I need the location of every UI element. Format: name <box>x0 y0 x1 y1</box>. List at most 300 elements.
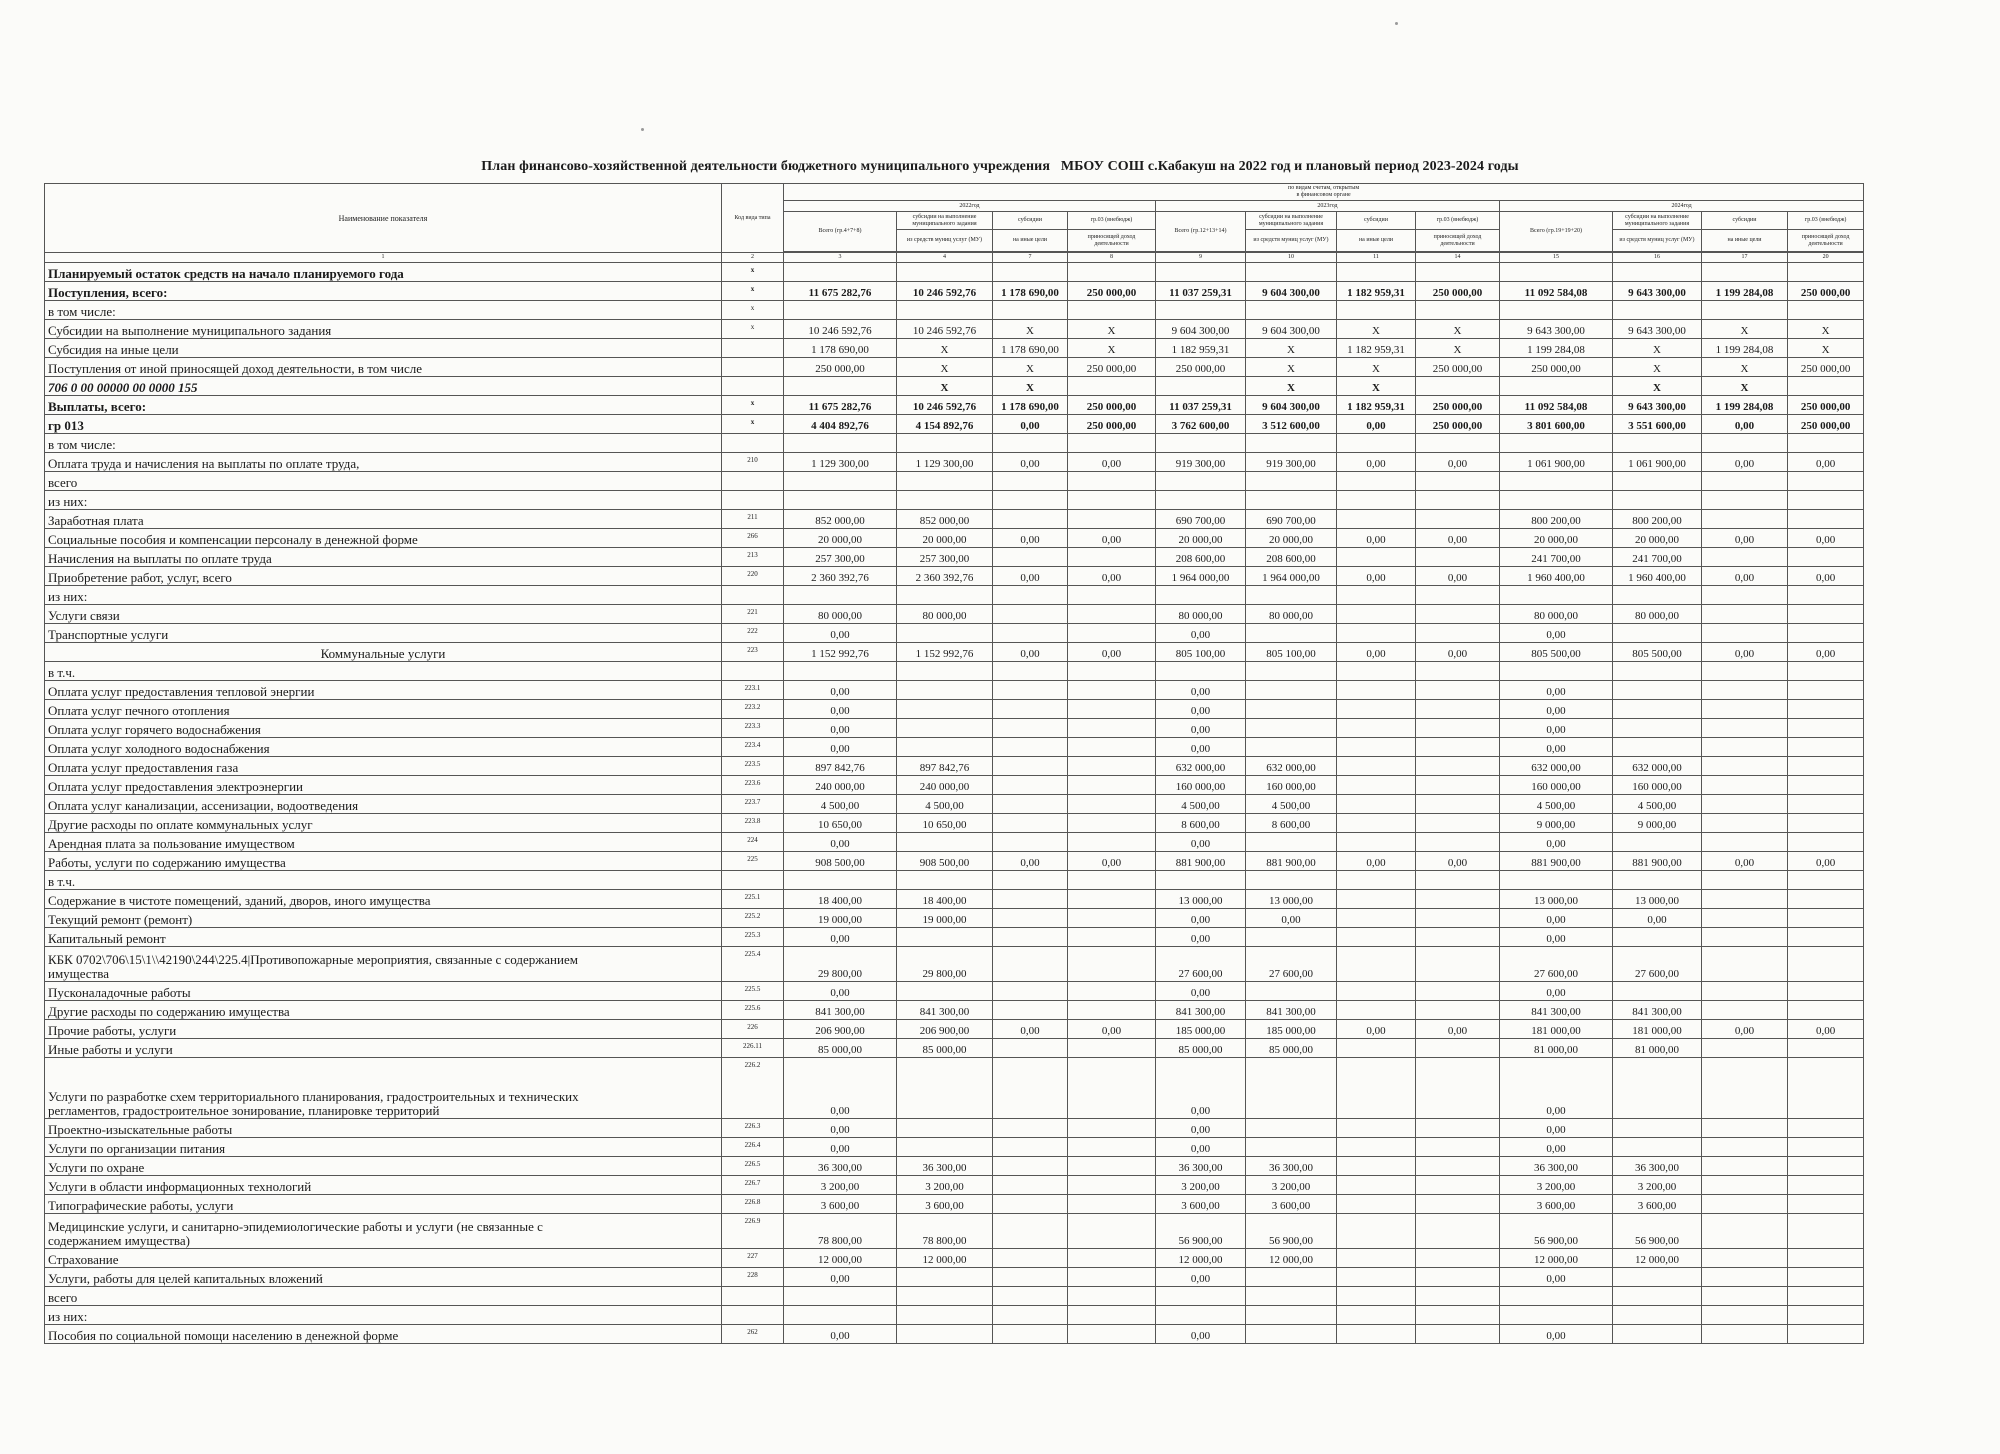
row-value <box>1246 434 1337 453</box>
row-name: Текущий ремонт (ремонт) <box>45 909 722 928</box>
row-value: 8 600,00 <box>1156 814 1246 833</box>
row-value <box>993 738 1068 757</box>
row-value <box>1702 928 1788 947</box>
row-value: 897 842,76 <box>897 757 993 776</box>
row-name: гр 013 <box>45 415 722 434</box>
row-value: 0,00 <box>993 1020 1068 1039</box>
row-value <box>1416 909 1500 928</box>
header-income-2022: приносящей доход деятельности <box>1068 230 1156 252</box>
col-number: 4 <box>897 253 993 263</box>
row-code: 228 <box>722 1268 784 1287</box>
header-code: Код вида типа <box>722 184 784 253</box>
row-value: 1 199 284,08 <box>1702 282 1788 301</box>
row-value <box>1416 1214 1500 1249</box>
row-value: 10 246 592,76 <box>897 282 993 301</box>
row-value <box>1416 586 1500 605</box>
row-name: Прочие работы, услуги <box>45 1020 722 1039</box>
row-value: 11 092 584,08 <box>1500 396 1613 415</box>
row-value <box>1613 982 1702 1001</box>
row-value: 881 900,00 <box>1246 852 1337 871</box>
header-total-2022: Всего (гр.4+7+8) <box>784 212 897 252</box>
row-value <box>1337 871 1416 890</box>
row-value: 0,00 <box>993 415 1068 434</box>
row-value <box>1068 510 1156 529</box>
row-value: 3 200,00 <box>1156 1176 1246 1195</box>
row-value: 29 800,00 <box>897 947 993 982</box>
row-code: 227 <box>722 1249 784 1268</box>
table-row <box>45 263 1864 282</box>
row-value: 0,00 <box>1500 1325 1613 1344</box>
row-value <box>993 1214 1068 1249</box>
row-code <box>722 491 784 510</box>
row-value <box>1068 1249 1156 1268</box>
row-code: 225.4 <box>722 947 784 982</box>
col-number: 14 <box>1416 253 1500 263</box>
header-total-2023: Всего (гр.12+13+14) <box>1156 212 1246 252</box>
row-value <box>1613 586 1702 605</box>
row-name: Типографические работы, услуги <box>45 1195 722 1214</box>
row-value <box>993 1058 1068 1119</box>
row-value: 80 000,00 <box>1246 605 1337 624</box>
row-value: 20 000,00 <box>1156 529 1246 548</box>
row-value: 27 600,00 <box>1613 947 1702 982</box>
row-value: 0,00 <box>1702 643 1788 662</box>
row-value <box>1246 1119 1337 1138</box>
row-value: X <box>1337 377 1416 396</box>
row-value <box>784 1287 897 1306</box>
row-value <box>1246 700 1337 719</box>
row-value <box>993 833 1068 852</box>
table-row <box>45 434 1864 453</box>
row-value <box>1068 947 1156 982</box>
row-code: 226.3 <box>722 1119 784 1138</box>
row-value: 1 182 959,31 <box>1156 339 1246 358</box>
row-value <box>1788 928 1864 947</box>
row-value <box>993 871 1068 890</box>
row-value <box>1788 776 1864 795</box>
row-name: Другие расходы по оплате коммунальных услуг <box>45 814 722 833</box>
row-value: 250 000,00 <box>1068 358 1156 377</box>
row-value <box>1702 1138 1788 1157</box>
row-value: 908 500,00 <box>784 852 897 871</box>
row-value <box>1613 719 1702 738</box>
row-value: 0,00 <box>784 700 897 719</box>
row-value <box>1788 947 1864 982</box>
row-value <box>1500 491 1613 510</box>
row-value <box>1788 1039 1864 1058</box>
row-value <box>993 1249 1068 1268</box>
row-value <box>1702 1214 1788 1249</box>
row-value <box>1337 1001 1416 1020</box>
row-value <box>1337 491 1416 510</box>
row-value <box>1702 1195 1788 1214</box>
row-code: 226.7 <box>722 1176 784 1195</box>
row-value: 0,00 <box>784 1325 897 1344</box>
row-value <box>1788 548 1864 567</box>
row-value: 9 643 300,00 <box>1500 320 1613 339</box>
row-value: 11 037 259,31 <box>1156 282 1246 301</box>
row-value <box>1500 871 1613 890</box>
row-value: 13 000,00 <box>1613 890 1702 909</box>
row-value: 78 800,00 <box>784 1214 897 1249</box>
row-value <box>1500 263 1613 282</box>
row-value <box>1788 586 1864 605</box>
row-name: всего <box>45 1287 722 1306</box>
row-value: 0,00 <box>1788 567 1864 586</box>
row-value <box>897 700 993 719</box>
col-number: 7 <box>993 253 1068 263</box>
row-value <box>993 263 1068 282</box>
row-value <box>897 928 993 947</box>
row-value <box>1068 1138 1156 1157</box>
row-value <box>1702 909 1788 928</box>
row-value: 0,00 <box>1500 1119 1613 1138</box>
row-value: 241 700,00 <box>1500 548 1613 567</box>
row-value: 0,00 <box>1500 1138 1613 1157</box>
row-value <box>1416 1268 1500 1287</box>
table-row <box>45 982 1864 1001</box>
row-value <box>1702 1268 1788 1287</box>
row-code: 223.6 <box>722 776 784 795</box>
row-code: 223.3 <box>722 719 784 738</box>
row-value: 8 600,00 <box>1246 814 1337 833</box>
row-value: X <box>1613 377 1702 396</box>
row-value <box>1337 605 1416 624</box>
table-row <box>45 624 1864 643</box>
row-name: Оплата труда и начисления на выплаты по оплате труда, <box>45 453 722 472</box>
row-value: 250 000,00 <box>1788 358 1864 377</box>
row-value: 3 200,00 <box>1500 1176 1613 1195</box>
row-value <box>1702 738 1788 757</box>
row-value <box>1068 1325 1156 1344</box>
row-value <box>1702 814 1788 833</box>
row-value: 12 000,00 <box>1613 1249 1702 1268</box>
row-value: 12 000,00 <box>1156 1249 1246 1268</box>
row-value <box>1613 1119 1702 1138</box>
row-value: 0,00 <box>1702 567 1788 586</box>
row-value: X <box>1702 377 1788 396</box>
row-value <box>1416 719 1500 738</box>
row-value <box>1788 871 1864 890</box>
row-value: X <box>897 358 993 377</box>
table-row <box>45 605 1864 624</box>
row-value <box>897 871 993 890</box>
row-value: 257 300,00 <box>897 548 993 567</box>
row-value <box>993 491 1068 510</box>
row-value <box>1788 491 1864 510</box>
row-value <box>993 890 1068 909</box>
row-name: Оплата услуг предоставления электроэнергии <box>45 776 722 795</box>
row-value <box>993 681 1068 700</box>
row-value: 4 404 892,76 <box>784 415 897 434</box>
col-number: 9 <box>1156 253 1246 263</box>
row-value <box>897 833 993 852</box>
row-value: 56 900,00 <box>1246 1214 1337 1249</box>
row-value <box>1702 757 1788 776</box>
row-code: 223.5 <box>722 757 784 776</box>
row-value <box>1068 1268 1156 1287</box>
row-value: 250 000,00 <box>784 358 897 377</box>
row-code: 223 <box>722 643 784 662</box>
row-value <box>1416 890 1500 909</box>
row-value: 10 650,00 <box>784 814 897 833</box>
row-value <box>784 434 897 453</box>
table-row <box>45 757 1864 776</box>
row-value <box>1788 377 1864 396</box>
row-value: 841 300,00 <box>897 1001 993 1020</box>
row-value <box>1068 662 1156 681</box>
row-code: 221 <box>722 605 784 624</box>
row-value <box>897 982 993 1001</box>
header-goal-2022: на иные цели <box>993 230 1068 252</box>
row-value <box>1788 1268 1864 1287</box>
col-number: 1 <box>45 253 722 263</box>
row-value: 3 600,00 <box>1246 1195 1337 1214</box>
row-value: 1 178 690,00 <box>993 339 1068 358</box>
row-value <box>1337 263 1416 282</box>
row-value <box>1246 1287 1337 1306</box>
row-value <box>993 662 1068 681</box>
row-name: в том числе: <box>45 434 722 453</box>
row-value: 1 178 690,00 <box>784 339 897 358</box>
row-value: 3 512 600,00 <box>1246 415 1337 434</box>
row-value: 0,00 <box>1416 852 1500 871</box>
row-value: 250 000,00 <box>1068 396 1156 415</box>
row-value: 13 000,00 <box>1246 890 1337 909</box>
row-value <box>993 1039 1068 1058</box>
table-row <box>45 1249 1864 1268</box>
row-value <box>1613 1325 1702 1344</box>
row-value <box>1788 1214 1864 1249</box>
row-value: 0,00 <box>993 529 1068 548</box>
row-value <box>1246 738 1337 757</box>
table-row <box>45 795 1864 814</box>
row-value: 0,00 <box>1156 1058 1246 1119</box>
row-value <box>1416 1119 1500 1138</box>
row-value <box>1613 301 1702 320</box>
row-value <box>784 1306 897 1325</box>
row-value: 0,00 <box>1068 852 1156 871</box>
row-value: 841 300,00 <box>1613 1001 1702 1020</box>
row-name: Планируемый остаток средств на начало планируемого года <box>45 263 722 282</box>
row-value: 0,00 <box>784 1138 897 1157</box>
row-value: 240 000,00 <box>784 776 897 795</box>
row-value: X <box>1702 320 1788 339</box>
row-value: X <box>993 320 1068 339</box>
header-year-2024: 2024год <box>1500 201 1864 212</box>
row-value: 250 000,00 <box>1416 415 1500 434</box>
row-value <box>1416 833 1500 852</box>
row-name: Содержание в чистоте помещений, зданий, дворов, иного имущества <box>45 890 722 909</box>
row-value <box>1246 472 1337 491</box>
row-value <box>1337 833 1416 852</box>
row-value: 11 675 282,76 <box>784 396 897 415</box>
row-value <box>1246 1058 1337 1119</box>
row-value <box>993 814 1068 833</box>
row-value: 181 000,00 <box>1613 1020 1702 1039</box>
row-value: 56 900,00 <box>1500 1214 1613 1249</box>
row-value <box>1068 1039 1156 1058</box>
row-value: 250 000,00 <box>1156 358 1246 377</box>
row-name: КБК 0702\706\15\1\\42190\244\225.4|Противопожарные мероприятия, связанные с содержанием имущества <box>45 947 722 982</box>
row-value <box>1416 1325 1500 1344</box>
row-value: 0,00 <box>784 738 897 757</box>
col-number: 3 <box>784 253 897 263</box>
row-value <box>784 377 897 396</box>
row-value <box>1702 1039 1788 1058</box>
row-value <box>1702 776 1788 795</box>
row-value: 2 360 392,76 <box>897 567 993 586</box>
row-code: 226.2 <box>722 1058 784 1119</box>
header-mu-2024: из средств муниц услуг (МУ) <box>1613 230 1702 252</box>
header-group-top: по видам счетам, открытым в финансовом органе <box>784 184 1864 201</box>
row-value <box>1337 719 1416 738</box>
row-value: 881 900,00 <box>1156 852 1246 871</box>
header-mu-2022: из средств муниц услуг (МУ) <box>897 230 993 252</box>
row-value <box>1246 662 1337 681</box>
row-value <box>1702 491 1788 510</box>
row-value <box>1337 1287 1416 1306</box>
row-value: 10 246 592,76 <box>784 320 897 339</box>
row-value: 13 000,00 <box>1500 890 1613 909</box>
row-value <box>1788 605 1864 624</box>
row-value <box>1337 890 1416 909</box>
row-value: 13 000,00 <box>1156 890 1246 909</box>
row-value: 36 300,00 <box>1500 1157 1613 1176</box>
row-value: 4 500,00 <box>1246 795 1337 814</box>
row-code <box>722 1287 784 1306</box>
row-name: Иные работы и услуги <box>45 1039 722 1058</box>
row-value: 0,00 <box>1068 567 1156 586</box>
row-value <box>1702 662 1788 681</box>
row-name: Коммунальные услуги <box>45 643 722 662</box>
row-code <box>722 358 784 377</box>
row-value: 0,00 <box>1337 453 1416 472</box>
row-value <box>1788 700 1864 719</box>
row-name: Пусконаладочные работы <box>45 982 722 1001</box>
row-value: 4 500,00 <box>1156 795 1246 814</box>
row-value: 19 000,00 <box>784 909 897 928</box>
row-value: 805 100,00 <box>1246 643 1337 662</box>
row-value <box>1246 1325 1337 1344</box>
row-value: 0,00 <box>1500 833 1613 852</box>
row-value <box>993 434 1068 453</box>
row-value <box>1788 624 1864 643</box>
row-name: Приобретение работ, услуг, всего <box>45 567 722 586</box>
row-code: 226.11 <box>722 1039 784 1058</box>
row-value: 1 199 284,08 <box>1702 339 1788 358</box>
row-value <box>1416 681 1500 700</box>
row-code: 226.9 <box>722 1214 784 1249</box>
row-value: 18 400,00 <box>784 890 897 909</box>
row-value <box>1702 586 1788 605</box>
row-value <box>897 719 993 738</box>
row-value: 20 000,00 <box>1500 529 1613 548</box>
row-value: 0,00 <box>784 982 897 1001</box>
table-row <box>45 1119 1864 1138</box>
row-value: 3 200,00 <box>1613 1176 1702 1195</box>
row-value: 0,00 <box>1416 643 1500 662</box>
row-value: 0,00 <box>1337 415 1416 434</box>
row-value <box>1788 814 1864 833</box>
row-value: 250 000,00 <box>1068 282 1156 301</box>
row-value: 0,00 <box>784 681 897 700</box>
row-value <box>1068 757 1156 776</box>
table-row <box>45 814 1864 833</box>
row-value: X <box>1702 358 1788 377</box>
row-value <box>1788 719 1864 738</box>
row-value: 0,00 <box>1500 719 1613 738</box>
row-value: 4 500,00 <box>1613 795 1702 814</box>
row-value <box>1702 1306 1788 1325</box>
row-value: 881 900,00 <box>1500 852 1613 871</box>
row-value <box>1337 1058 1416 1119</box>
row-value <box>897 662 993 681</box>
header-name: Наименование показателя <box>45 184 722 253</box>
row-value: 1 964 000,00 <box>1246 567 1337 586</box>
row-code: 223.8 <box>722 814 784 833</box>
row-value <box>1788 1195 1864 1214</box>
row-value: 9 643 300,00 <box>1613 320 1702 339</box>
row-value: 250 000,00 <box>1068 415 1156 434</box>
row-code <box>722 871 784 890</box>
col-number: 10 <box>1246 253 1337 263</box>
row-value <box>1788 833 1864 852</box>
row-value: 0,00 <box>1156 909 1246 928</box>
row-value <box>1337 928 1416 947</box>
table-row <box>45 1214 1864 1249</box>
row-value: 881 900,00 <box>1613 852 1702 871</box>
table-row <box>45 510 1864 529</box>
row-value: X <box>993 377 1068 396</box>
row-value <box>1788 757 1864 776</box>
row-value <box>1788 1157 1864 1176</box>
row-value: 632 000,00 <box>1613 757 1702 776</box>
row-code: 210 <box>722 453 784 472</box>
row-value: 1 182 959,31 <box>1337 282 1416 301</box>
row-value: X <box>1788 339 1864 358</box>
row-value <box>1068 982 1156 1001</box>
row-value <box>1788 301 1864 320</box>
row-value <box>1416 738 1500 757</box>
row-value: 0,00 <box>993 453 1068 472</box>
row-value: 0,00 <box>1500 700 1613 719</box>
row-value: 0,00 <box>1500 1268 1613 1287</box>
row-value <box>1416 1138 1500 1157</box>
row-value <box>1416 757 1500 776</box>
row-value: 0,00 <box>1500 909 1613 928</box>
row-value: 852 000,00 <box>784 510 897 529</box>
row-value <box>1788 1119 1864 1138</box>
table-row <box>45 472 1864 491</box>
row-value <box>1068 871 1156 890</box>
row-name: Услуги в области информационных технологий <box>45 1176 722 1195</box>
row-value: 20 000,00 <box>784 529 897 548</box>
table-row <box>45 586 1864 605</box>
row-code: 223.1 <box>722 681 784 700</box>
row-value: 0,00 <box>1156 1119 1246 1138</box>
table-row <box>45 1287 1864 1306</box>
row-value <box>1068 548 1156 567</box>
row-value <box>1337 434 1416 453</box>
row-name: Услуги по охране <box>45 1157 722 1176</box>
row-value <box>993 1195 1068 1214</box>
row-value <box>1702 833 1788 852</box>
row-name: Оплата услуг холодного водоснабжения <box>45 738 722 757</box>
row-value <box>1788 472 1864 491</box>
row-value <box>897 1306 993 1325</box>
table-row <box>45 890 1864 909</box>
